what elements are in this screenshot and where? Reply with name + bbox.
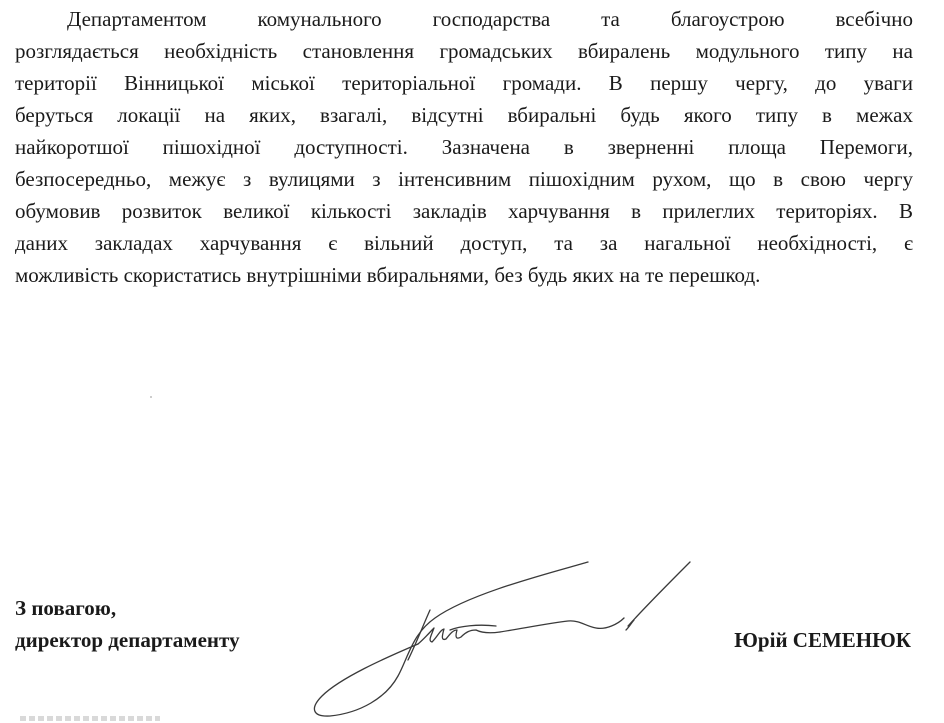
scan-speck [150,396,152,398]
closing-block [15,592,240,656]
body-line: території Вінницької міської територіальної громади. В першу чергу, до уваги [15,71,913,95]
body-line: безпосередньо, межує з вулицями з інтенсивним пішохідним рухом, що в свою чергу [15,167,913,191]
body-line: даних закладах харчування є вільний доступ, та за нагальної необхідності, є [15,231,913,255]
body-line: беруться локації на яких, взагалі, відсутні вбиральні будь якого типу в межах [15,103,913,127]
footer-smudge [20,716,160,721]
body-line: розглядається необхідність становлення громадських вбиралень модульного типу на [15,39,913,63]
closing-greeting: З повагою, [15,596,117,620]
body-line: обумовив розвиток великої кількості закладів харчування в прилеглих територіях. В [15,199,913,223]
body-line: Департаментом комунального господарства та благоустрою всебічно [67,7,913,31]
body-line: найкоротшої пішохідної доступності. Зазначена в зверненні площа Перемоги, [15,135,913,159]
signer-title: директор департаменту [15,628,240,652]
body-line: можливість скористатись внутрішніми вбиральнями, без будь яких на те перешкод. [15,263,761,287]
signer-name: Юрій СЕМЕНЮК [734,628,911,652]
signature-icon [300,548,720,723]
